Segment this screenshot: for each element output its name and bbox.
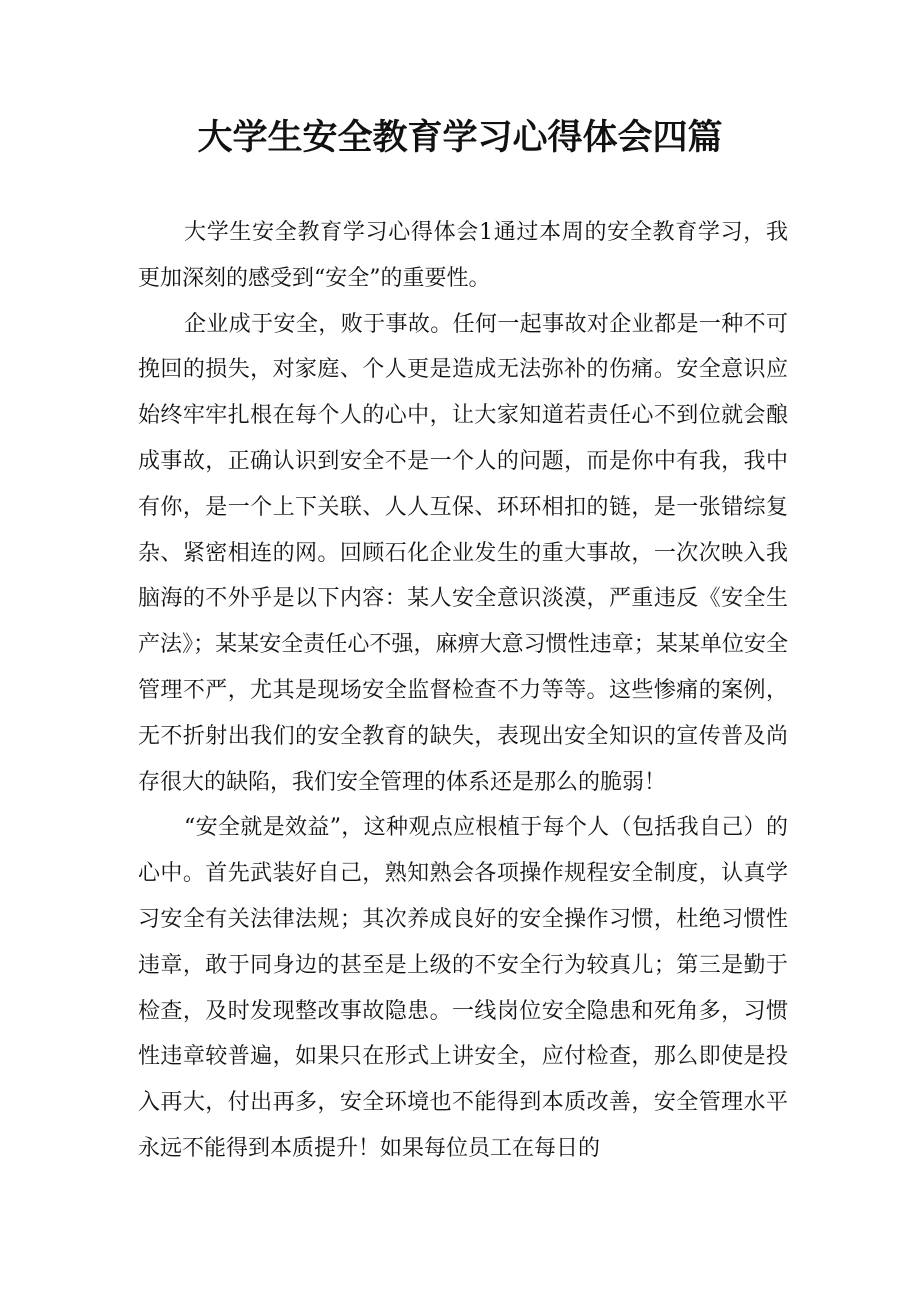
paragraph-enterprise-safety: 企业成于安全，败于事故。任何一起事故对企业都是一种不可挽回的损失，对家庭、个人更是造成无法弥补的伤痛。安全意识应始终牢牢扎根在每个人的心中，让大家知道若责任心不到位就会酿成事故，正确认识到安全不是一个人的问题，而是你中有我，我中有你，是一个上下关联、人人互保、环环相扣的链，是一张错综复杂、紧密相连的网。回顾石化企业发生的重大事故，一次次映入我脑海的不外乎是以下内容：某人安全意识淡漠，严重违反《安全生产法》；某某安全责任心不强，麻痹大意习惯性违章；某某单位安全管理不严，尤其是现场安全监督检查不力等等。这些惨痛的案例，无不折射出我们的安全教育的缺失，表现出安全知识的宣传普及尚存很大的缺陷，我们安全管理的体系还是那么的脆弱！ [138,311,788,795]
document-title: 大学生安全教育学习心得体会四篇 [197,118,723,158]
paragraph-intro: 大学生安全教育学习心得体会1通过本周的安全教育学习，我更加深刻的感受到“安全”的重要性。 [138,220,788,291]
paragraph-safety-is-benefit: “安全就是效益”，这种观点应根植于每个人（包括我自己）的心中。首先武装好自己，熟知熟会各项操作规程安全制度，认真学习安全有关法律法规；其次养成良好的安全操作习惯，杜绝习惯性违章，敢于同身边的甚至是上级的不安全行为较真儿；第三是勤于检查，及时发现整改事故隐患。一线岗位安全隐患和死角多，习惯性违章较普遍，如果只在形式上讲安全，应付检查，那么即使是投入再大，付出再多，安全环境也不能得到本质改善，安全管理水平永远不能得到本质提升！如果每位员工在每日的 [138,815,788,1161]
document-body [138,210,788,1172]
